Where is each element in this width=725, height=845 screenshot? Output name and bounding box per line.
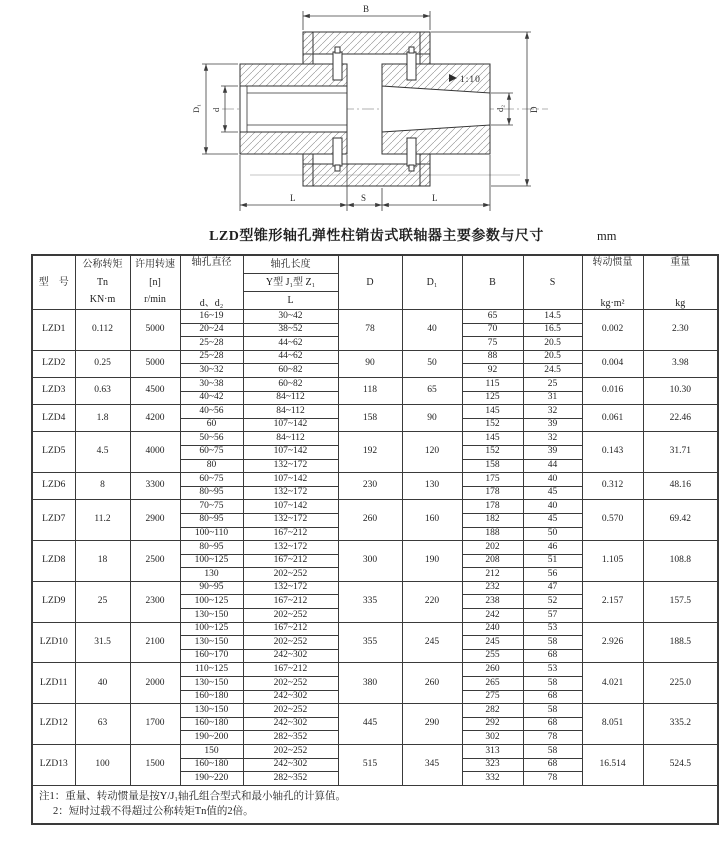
cell-torque: 100 (75, 745, 130, 786)
cell-weight: 225.0 (643, 663, 718, 704)
cell-bore-diameter: 130 (180, 568, 243, 582)
col-header-bore-length: 轴孔长度 (243, 255, 338, 274)
cell-weight: 108.8 (643, 541, 718, 582)
cell-B: 145 (462, 405, 523, 419)
cell-bore-diameter: 190~200 (180, 731, 243, 745)
cell-bore-length: 202~252 (243, 609, 338, 623)
table-row (32, 745, 718, 759)
cell-bore-diameter: 60~75 (180, 445, 243, 459)
cell-B: 208 (462, 554, 523, 568)
cell-bore-length: 242~302 (243, 717, 338, 731)
col-header-D1: D₁ (402, 255, 462, 310)
cell-B: 182 (462, 513, 523, 527)
cell-S: 47 (523, 581, 582, 595)
cell-S: 68 (523, 717, 582, 731)
note-2: 2：短时过载不得超过公称转矩Tn值的2倍。 (53, 805, 254, 817)
cell-weight: 157.5 (643, 581, 718, 622)
cell-bore-length: 107~142 (243, 473, 338, 487)
cell-speed: 5000 (130, 350, 180, 377)
cell-inertia: 2.157 (582, 581, 643, 622)
table-row (32, 432, 718, 446)
taper-label: 1:10 (460, 75, 481, 85)
cell-model: LZD11 (32, 663, 75, 704)
cell-bore-diameter: 150 (180, 745, 243, 759)
cell-S: 58 (523, 677, 582, 691)
cell-B: 238 (462, 595, 523, 609)
cell-bore-diameter: 100~125 (180, 554, 243, 568)
cell-B: 212 (462, 568, 523, 582)
cell-inertia: 0.016 (582, 377, 643, 404)
cell-bore-length: 44~62 (243, 350, 338, 364)
cell-speed: 3300 (130, 473, 180, 500)
cell-D1: 190 (402, 541, 462, 582)
cell-bore-length: 44~62 (243, 337, 338, 351)
bore-diameter-line1: 轴孔直径 (191, 256, 232, 268)
cell-bore-diameter: 110~125 (180, 663, 243, 677)
dim-d-label: d (211, 107, 221, 112)
cell-bore-length: 38~52 (243, 323, 338, 337)
cell-speed: 1500 (130, 745, 180, 786)
cell-B: 245 (462, 636, 523, 650)
cell-bore-length: 202~252 (243, 568, 338, 582)
cell-B: 313 (462, 745, 523, 759)
cell-S: 46 (523, 541, 582, 555)
cell-bore-length: 202~252 (243, 677, 338, 691)
cell-S: 16.5 (523, 323, 582, 337)
cell-torque: 25 (75, 581, 130, 622)
cell-inertia: 2.926 (582, 622, 643, 663)
cell-weight: 69.42 (643, 500, 718, 541)
cell-bore-diameter: 100~125 (180, 595, 243, 609)
dim-l-left-label: L (290, 193, 296, 203)
col-header-S: S (523, 255, 582, 310)
spec-table (31, 254, 719, 825)
table-row (32, 581, 718, 595)
cell-bore-length: 84~112 (243, 391, 338, 405)
cell-B: 265 (462, 677, 523, 691)
cell-bore-diameter: 30~32 (180, 364, 243, 378)
cell-S: 50 (523, 527, 582, 541)
table-row (32, 350, 718, 364)
cell-bore-length: 242~302 (243, 690, 338, 704)
cell-inertia: 8.051 (582, 704, 643, 745)
cell-B: 282 (462, 704, 523, 718)
cell-bore-diameter: 25~28 (180, 350, 243, 364)
cell-B: 242 (462, 609, 523, 623)
cell-model: LZD2 (32, 350, 75, 377)
cell-model: LZD1 (32, 310, 75, 351)
cell-D: 355 (338, 622, 402, 663)
cell-B: 178 (462, 486, 523, 500)
cell-S: 14.5 (523, 310, 582, 324)
cell-bore-length: 84~112 (243, 432, 338, 446)
table-row (32, 377, 718, 391)
spec-table-body (32, 310, 718, 786)
cell-S: 40 (523, 500, 582, 514)
cell-S: 39 (523, 418, 582, 432)
dim-s-label: S (361, 193, 367, 203)
cell-bore-length: 132~172 (243, 459, 338, 473)
cell-S: 58 (523, 745, 582, 759)
cell-bore-length: 202~252 (243, 636, 338, 650)
cell-bore-diameter: 100~110 (180, 527, 243, 541)
cell-D: 380 (338, 663, 402, 704)
cell-S: 39 (523, 445, 582, 459)
cell-speed: 2100 (130, 622, 180, 663)
cell-inertia: 0.312 (582, 473, 643, 500)
cell-B: 255 (462, 649, 523, 663)
cell-model: LZD8 (32, 541, 75, 582)
cell-speed: 4000 (130, 432, 180, 473)
cell-weight: 31.71 (643, 432, 718, 473)
cell-torque: 31.5 (75, 622, 130, 663)
cell-weight: 524.5 (643, 745, 718, 786)
cell-torque: 0.25 (75, 350, 130, 377)
cell-bore-length: 167~212 (243, 527, 338, 541)
cell-torque: 8 (75, 473, 130, 500)
cell-S: 53 (523, 663, 582, 677)
cell-S: 52 (523, 595, 582, 609)
cell-model: LZD13 (32, 745, 75, 786)
cell-model: LZD4 (32, 405, 75, 432)
cell-D1: 120 (402, 432, 462, 473)
cell-B: 260 (462, 663, 523, 677)
cell-S: 20.5 (523, 337, 582, 351)
col-header-speed (130, 255, 180, 310)
cell-S: 58 (523, 636, 582, 650)
cell-model: LZD6 (32, 473, 75, 500)
cell-bore-length: 167~212 (243, 554, 338, 568)
cell-B: 292 (462, 717, 523, 731)
cell-torque: 0.112 (75, 310, 130, 351)
cell-inertia: 4.021 (582, 663, 643, 704)
cell-bore-length: 132~172 (243, 541, 338, 555)
cell-S: 25 (523, 377, 582, 391)
bore-diameter-line2: d、d₂ (199, 298, 224, 309)
cell-bore-length: 282~352 (243, 772, 338, 786)
torque-line2: Tn (96, 276, 109, 288)
cell-speed: 4500 (130, 377, 180, 404)
cell-bore-diameter: 40~42 (180, 391, 243, 405)
cell-B: 92 (462, 364, 523, 378)
cell-D1: 260 (402, 663, 462, 704)
cell-inertia: 16.514 (582, 745, 643, 786)
cell-D: 90 (338, 350, 402, 377)
cell-bore-length: 84~112 (243, 405, 338, 419)
cell-weight: 335.2 (643, 704, 718, 745)
cell-bore-length: 242~302 (243, 758, 338, 772)
table-row (32, 663, 718, 677)
cell-torque: 63 (75, 704, 130, 745)
cell-B: 152 (462, 445, 523, 459)
cell-model: LZD12 (32, 704, 75, 745)
cell-D: 118 (338, 377, 402, 404)
cell-S: 57 (523, 609, 582, 623)
cell-B: 88 (462, 350, 523, 364)
cell-S: 32 (523, 432, 582, 446)
cell-D: 445 (338, 704, 402, 745)
cell-bore-diameter: 130~150 (180, 636, 243, 650)
cell-bore-diameter: 40~56 (180, 405, 243, 419)
cell-B: 332 (462, 772, 523, 786)
table-row (32, 622, 718, 636)
cell-weight: 2.30 (643, 310, 718, 351)
table-row (32, 704, 718, 718)
cell-S: 78 (523, 772, 582, 786)
dim-b-label: B (363, 4, 370, 14)
cell-weight: 3.98 (643, 350, 718, 377)
col-header-B: B (462, 255, 523, 310)
cell-bore-diameter: 160~180 (180, 758, 243, 772)
cell-bore-length: 107~142 (243, 500, 338, 514)
cell-D1: 130 (402, 473, 462, 500)
cell-bore-diameter: 190~220 (180, 772, 243, 786)
cell-torque: 11.2 (75, 500, 130, 541)
cell-bore-diameter: 60 (180, 418, 243, 432)
cell-S: 32 (523, 405, 582, 419)
cell-torque: 4.5 (75, 432, 130, 473)
torque-line3: KN·m (89, 294, 116, 306)
cell-S: 53 (523, 622, 582, 636)
cell-S: 45 (523, 486, 582, 500)
weight-line1: 重量 (670, 256, 691, 268)
cell-D: 300 (338, 541, 402, 582)
cell-model: LZD10 (32, 622, 75, 663)
cell-bore-length: 167~212 (243, 595, 338, 609)
cell-bore-diameter: 80 (180, 459, 243, 473)
cell-inertia: 0.002 (582, 310, 643, 351)
table-header (32, 255, 718, 310)
cell-inertia: 0.004 (582, 350, 643, 377)
cell-bore-diameter: 160~170 (180, 649, 243, 663)
cell-S: 31 (523, 391, 582, 405)
cell-D1: 245 (402, 622, 462, 663)
cell-bore-length: 167~212 (243, 663, 338, 677)
cell-B: 158 (462, 459, 523, 473)
cell-bore-diameter: 50~56 (180, 432, 243, 446)
cell-speed: 1700 (130, 704, 180, 745)
cell-bore-diameter: 80~95 (180, 486, 243, 500)
table-row (32, 500, 718, 514)
col-header-bore-length-types: Y型 J₁型 Z₁ (243, 274, 338, 292)
cell-weight: 10.30 (643, 377, 718, 404)
coupling-section-drawing (0, 2, 725, 224)
cell-S: 68 (523, 758, 582, 772)
cell-speed: 2000 (130, 663, 180, 704)
cell-B: 65 (462, 310, 523, 324)
cell-B: 302 (462, 731, 523, 745)
speed-line3: r/min (144, 294, 166, 306)
cell-model: LZD7 (32, 500, 75, 541)
cell-B: 240 (462, 622, 523, 636)
left-hub (240, 64, 347, 154)
col-header-weight (643, 255, 718, 310)
cell-D: 158 (338, 405, 402, 432)
table-row (32, 405, 718, 419)
cell-B: 152 (462, 418, 523, 432)
inertia-line2: kg·m² (600, 298, 625, 309)
cell-bore-diameter: 160~180 (180, 690, 243, 704)
cell-S: 68 (523, 690, 582, 704)
cell-S: 44 (523, 459, 582, 473)
cell-B: 323 (462, 758, 523, 772)
cell-D1: 290 (402, 704, 462, 745)
cell-B: 178 (462, 500, 523, 514)
cell-B: 125 (462, 391, 523, 405)
cell-S: 45 (523, 513, 582, 527)
cell-speed: 2500 (130, 541, 180, 582)
cell-D: 78 (338, 310, 402, 351)
cell-torque: 18 (75, 541, 130, 582)
col-header-torque (75, 255, 130, 310)
cell-model: LZD5 (32, 432, 75, 473)
cell-S: 68 (523, 649, 582, 663)
cell-S: 20.5 (523, 350, 582, 364)
cell-B: 145 (462, 432, 523, 446)
cell-bore-length: 202~252 (243, 704, 338, 718)
col-header-D: D (338, 255, 402, 310)
col-header-bore-diameter (180, 255, 243, 310)
cell-D1: 90 (402, 405, 462, 432)
cell-B: 175 (462, 473, 523, 487)
cell-bore-diameter: 80~95 (180, 541, 243, 555)
cell-bore-diameter: 100~125 (180, 622, 243, 636)
col-header-inertia (582, 255, 643, 310)
cell-bore-diameter: 20~24 (180, 323, 243, 337)
speed-line2: [n] (149, 276, 161, 288)
cell-bore-diameter: 130~150 (180, 609, 243, 623)
table-notes (32, 785, 718, 824)
cell-weight: 22.46 (643, 405, 718, 432)
col-header-bore-length-L: L (243, 292, 338, 310)
cell-weight: 188.5 (643, 622, 718, 663)
cell-bore-length: 132~172 (243, 581, 338, 595)
cell-bore-diameter: 60~75 (180, 473, 243, 487)
cell-D: 515 (338, 745, 402, 786)
torque-line1: 公称转矩 (82, 259, 123, 271)
cell-bore-length: 60~82 (243, 377, 338, 391)
cell-S: 51 (523, 554, 582, 568)
cell-model: LZD3 (32, 377, 75, 404)
col-header-model: 型 号 (32, 255, 75, 310)
dim-l-right-label: L (432, 193, 438, 203)
cell-inertia: 0.570 (582, 500, 643, 541)
cell-bore-length: 242~302 (243, 649, 338, 663)
cell-speed: 2900 (130, 500, 180, 541)
cell-speed: 4200 (130, 405, 180, 432)
cell-bore-length: 30~42 (243, 310, 338, 324)
cell-D1: 65 (402, 377, 462, 404)
cell-B: 202 (462, 541, 523, 555)
cell-bore-diameter: 90~95 (180, 581, 243, 595)
cell-inertia: 0.143 (582, 432, 643, 473)
cell-B: 70 (462, 323, 523, 337)
unit-label: mm (597, 229, 617, 243)
cell-bore-length: 132~172 (243, 486, 338, 500)
cell-bore-diameter: 80~95 (180, 513, 243, 527)
cell-D1: 345 (402, 745, 462, 786)
note-1: 注1：重量、转动惯量是按Y/J₁轴孔组合型式和最小轴孔的计算值。 (39, 790, 346, 802)
cell-D1: 50 (402, 350, 462, 377)
cell-D1: 40 (402, 310, 462, 351)
cell-bore-length: 202~252 (243, 745, 338, 759)
cell-bore-diameter: 16~19 (180, 310, 243, 324)
cell-S: 78 (523, 731, 582, 745)
cell-bore-diameter: 160~180 (180, 717, 243, 731)
cell-B: 232 (462, 581, 523, 595)
table-row (32, 310, 718, 324)
cell-bore-length: 282~352 (243, 731, 338, 745)
cell-D: 230 (338, 473, 402, 500)
cell-weight: 48.16 (643, 473, 718, 500)
cell-D: 260 (338, 500, 402, 541)
cell-torque: 0.63 (75, 377, 130, 404)
cell-S: 40 (523, 473, 582, 487)
cell-bore-length: 132~172 (243, 513, 338, 527)
speed-line1: 许用转速 (135, 259, 175, 271)
cell-bore-diameter: 130~150 (180, 677, 243, 691)
cell-model: LZD9 (32, 581, 75, 622)
cell-B: 188 (462, 527, 523, 541)
cell-B: 275 (462, 690, 523, 704)
cell-bore-length: 107~142 (243, 418, 338, 432)
table-row (32, 473, 718, 487)
cell-S: 58 (523, 704, 582, 718)
cell-torque: 40 (75, 663, 130, 704)
cell-B: 115 (462, 377, 523, 391)
cell-bore-length: 107~142 (243, 445, 338, 459)
notes-cell (32, 785, 718, 824)
cell-D: 192 (338, 432, 402, 473)
cell-bore-length: 60~82 (243, 364, 338, 378)
cell-bore-diameter: 25~28 (180, 337, 243, 351)
dim-d1-label: D₁ (191, 103, 201, 113)
cell-speed: 2300 (130, 581, 180, 622)
cell-D1: 160 (402, 500, 462, 541)
cell-bore-diameter: 70~75 (180, 500, 243, 514)
cell-S: 56 (523, 568, 582, 582)
dim-d2-label: d₂ (495, 104, 505, 112)
cell-speed: 5000 (130, 310, 180, 351)
cell-inertia: 0.061 (582, 405, 643, 432)
cell-D1: 220 (402, 581, 462, 622)
dim-D-label: D (529, 106, 539, 113)
table-row (32, 541, 718, 555)
cell-bore-diameter: 30~38 (180, 377, 243, 391)
cell-bore-diameter: 130~150 (180, 704, 243, 718)
cell-inertia: 1.105 (582, 541, 643, 582)
cell-B: 75 (462, 337, 523, 351)
weight-line2: kg (675, 298, 686, 309)
inertia-line1: 转动惯量 (592, 256, 633, 268)
page-title: LZD型锥形轴孔弹性柱销齿式联轴器主要参数与尺寸 (209, 229, 544, 244)
cell-bore-length: 167~212 (243, 622, 338, 636)
cell-torque: 1.8 (75, 405, 130, 432)
cell-S: 24.5 (523, 364, 582, 378)
cell-D: 335 (338, 581, 402, 622)
